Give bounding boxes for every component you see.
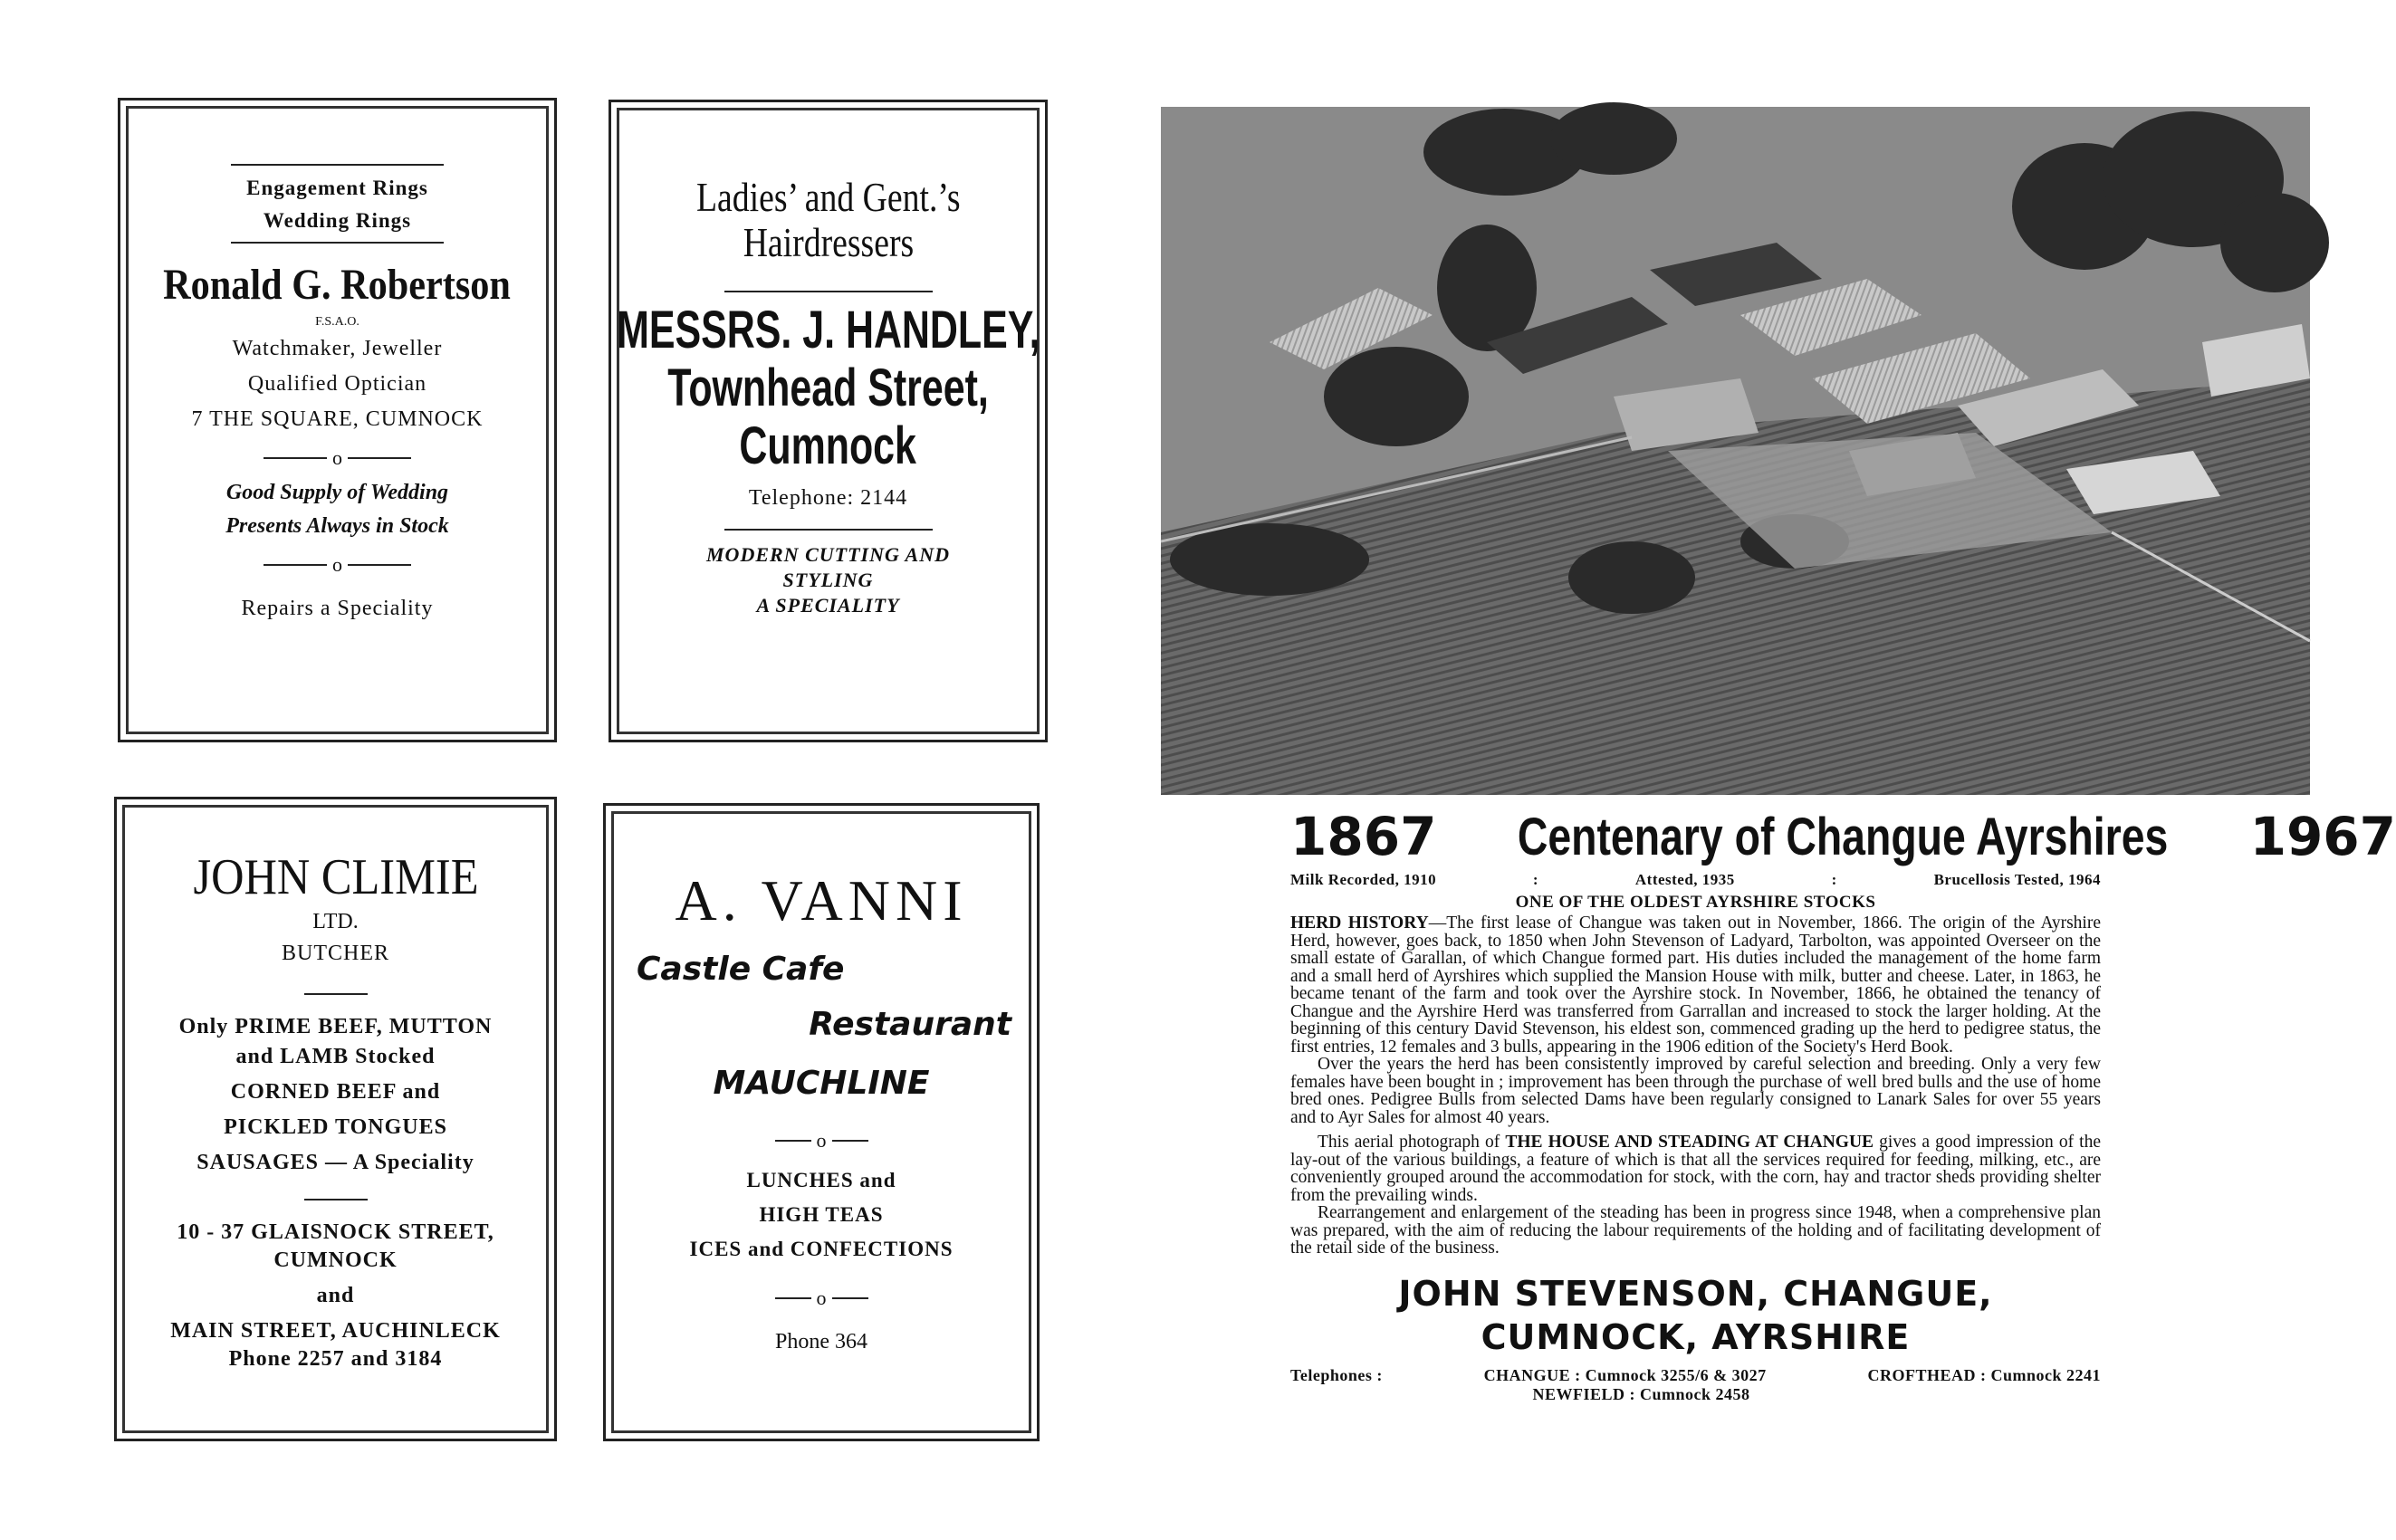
separator: o <box>264 446 411 470</box>
ad-robertson <box>118 98 557 742</box>
ad-town: MAUCHLINE <box>713 1065 930 1102</box>
ad-note: Presents Always in Stock <box>225 514 449 538</box>
farm-aerial-image <box>1161 107 2310 795</box>
divider <box>231 242 444 244</box>
ad-address: 10 - 37 GLAISNOCK STREET, <box>177 1220 494 1244</box>
telephone-crofthead: CROFTHEAD : Cumnock 2241 <box>1867 1365 2101 1384</box>
ad-robertson-content <box>133 113 541 727</box>
ad-line: Watchmaker, Jeweller <box>232 337 443 360</box>
ad-line: Qualified Optician <box>247 372 427 396</box>
ad-note: Good Supply of Wedding <box>225 481 449 504</box>
ad-climie-content <box>129 812 541 1426</box>
divider <box>724 529 933 531</box>
ad-cafe: Castle Cafe <box>637 951 845 988</box>
ad-name: Ronald G. Robertson <box>163 261 512 309</box>
ad-line: ICES and CONFECTIONS <box>689 1238 954 1260</box>
ad-address: MAIN STREET, AUCHINLECK <box>170 1319 501 1343</box>
separator: o <box>775 1129 868 1153</box>
ad-tagline: A SPECIALITY <box>756 594 900 617</box>
ad-line: CORNED BEEF and <box>230 1080 441 1104</box>
ad-line: PICKLED TONGUES <box>224 1115 447 1139</box>
status-colon: : <box>1532 871 1539 888</box>
paragraph-photo: This aerial photograph of THE HOUSE AND STEADING AT CHANGUE gives a good impression of the lay-out of the various buildings, a feature of which is that all the services required for feeding, milking, etc., are conveniently grouped around the accommodation for stock, with the corn, hay and tractor sheds providing shelter from the prevailing winds. <box>1290 1133 2101 1205</box>
article-status-row <box>1290 871 2101 889</box>
ad-address: 7 THE SQUARE, CUMNOCK <box>191 407 484 431</box>
divider <box>304 993 368 995</box>
ad-restaurant: Restaurant <box>809 1006 1011 1043</box>
headline-title: Centenary of Changue Ayrshires <box>1518 808 2169 866</box>
article-body <box>1290 914 2101 1258</box>
divider <box>231 164 444 166</box>
divider <box>304 1199 368 1200</box>
paragraph: Rearrangement and enlargement of the steading has been in progress since 1948, when a comprehensive plan was prepared, with the aim of reducing the labour requirements of the holding and of facilitating development of the retail side of the business. <box>1290 1203 2101 1258</box>
history-label: HERD HISTORY <box>1290 913 1429 933</box>
paragraph-history: HERD HISTORY—The first lease of Changue was taken out in November, 1866. The origin of the Ayrshire Herd, however, goes back, to 1850 when John Stevenson of Ladyard, Tarbolton, was appointed Overseer on the small estate of Garallan, of which Changue formed part. His duties included the management of the home farm and a small herd of Ayrshires which supplied the Mansion House with milk, butter and cheese. Later, in 1863, he became tenant of the farm and took over the Ayrshire stock. In November, 1866, he obtained the tenancy of Changue and the Ayrshire Herd was transferred from Garrallan and increased to stock the larger holding. At the beginning of this century David Stevenson, his eldest son, commenced grading up the herd to pedigree status, the first entries, 12 females and 3 bulls, appearing in the 1906 edition of the Society's Herd Book. <box>1290 913 2101 1057</box>
separator: o <box>264 553 411 577</box>
ad-ltd: LTD. <box>312 910 359 933</box>
ad-phone: Phone 2257 and 3184 <box>228 1347 443 1371</box>
aerial-photograph <box>1161 107 2310 795</box>
ad-climie <box>114 797 557 1441</box>
divider <box>724 291 933 292</box>
article-subtitle: ONE OF THE OLDEST AYRSHIRE STOCKS <box>1515 893 1876 912</box>
ad-phone: Telephone: 2144 <box>748 486 908 510</box>
separator: o <box>775 1287 868 1310</box>
ad-vanni-content <box>618 818 1024 1426</box>
ad-trade: BUTCHER <box>281 942 389 965</box>
ad-line: SAUSAGES — A Speciality <box>196 1151 474 1174</box>
status-attested: Attested, 1935 <box>1634 871 1735 888</box>
ad-name: Townhead Street, <box>667 359 989 417</box>
telephones-row <box>1290 1366 2101 1385</box>
headline-year-start: 1867 <box>1290 806 1437 867</box>
ad-phone: Phone 364 <box>775 1330 867 1353</box>
ad-address: CUMNOCK <box>273 1248 398 1272</box>
owner-location: CUMNOCK, AYRSHIRE <box>1481 1316 1911 1357</box>
headline-year-end: 1967 <box>2249 806 2396 867</box>
ad-line: HIGH TEAS <box>759 1203 884 1226</box>
ad-handley-content <box>616 115 1040 727</box>
telephones-label: Telephones : <box>1290 1365 1383 1384</box>
ad-line: and LAMB Stocked <box>235 1045 436 1068</box>
owner-name: JOHN STEVENSON, CHANGUE, <box>1398 1273 1993 1314</box>
ad-name: MESSRS. J. HANDLEY, <box>616 301 1040 359</box>
status-colon: : <box>1831 871 1837 888</box>
ad-footer: Repairs a Speciality <box>241 597 434 620</box>
ad-title: Hairdressers <box>743 219 914 265</box>
ad-letters: F.S.A.O. <box>315 315 359 329</box>
ad-name: JOHN CLIMIE <box>192 849 478 905</box>
paragraph: Over the years the herd has been consistently improved by careful selection and breeding. Only a very few females have been bought in ; improvement has been through the purchase of well bred bulls and the use of home bred ones. Pedigree Bulls from selected Dams have been regularly consigned to Lanark Sales for over 55 years and to Ayr Sales for almost 40 years. <box>1290 1055 2101 1127</box>
article-headline <box>1290 806 2396 867</box>
ad-vanni <box>603 803 1040 1441</box>
ad-tagline: STYLING <box>782 569 874 591</box>
status-milk: Milk Recorded, 1910 <box>1290 871 1437 888</box>
ad-line: Engagement Rings <box>246 177 428 199</box>
ad-line: Wedding Rings <box>263 209 412 232</box>
status-brucellosis: Brucellosis Tested, 1964 <box>1933 871 2101 888</box>
ad-line: LUNCHES and <box>746 1169 896 1191</box>
ad-title: Ladies’ and Gent.’s <box>695 174 961 220</box>
ad-handley <box>609 100 1048 742</box>
ad-line: Only PRIME BEEF, MUTTON <box>178 1015 493 1038</box>
telephone-newfield: NEWFIELD : Cumnock 2458 <box>1532 1384 1750 1403</box>
ad-name: Cumnock <box>739 416 917 475</box>
article <box>1290 806 2396 1404</box>
telephone-changue: CHANGUE : Cumnock 3255/6 & 3027 <box>1483 1365 1767 1384</box>
ad-tagline: MODERN CUTTING AND <box>706 543 950 566</box>
ad-address: and <box>316 1284 355 1307</box>
ad-name: A. VANNI <box>675 868 968 933</box>
